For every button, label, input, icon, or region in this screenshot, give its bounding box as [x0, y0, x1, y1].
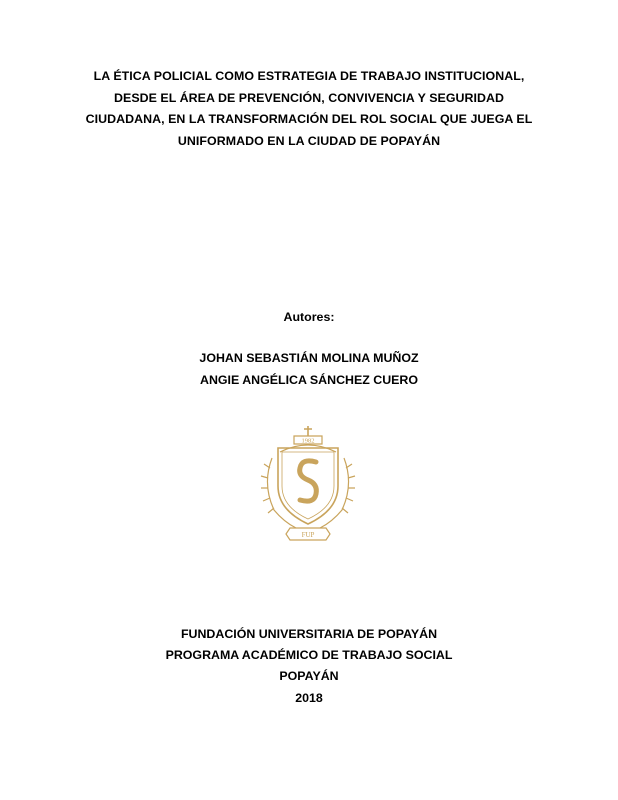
title-line: LA ÉTICA POLICIAL COMO ESTRATEGIA DE TRABAJO INSTITUCIONAL, [93, 69, 525, 83]
university-crest-icon [256, 424, 360, 544]
crest-acronym-text: FUP [301, 531, 315, 539]
title-line: UNIFORMADO EN LA CIUDAD DE POPAYÁN [177, 133, 441, 148]
document-title [60, 66, 558, 152]
crest-year-text: 1982 [301, 437, 315, 445]
institution-name: FUNDACIÓN UNIVERSITARIA DE POPAYÁN [180, 627, 438, 641]
city-name: POPAYÁN [279, 669, 339, 683]
title-line: CIUDADANA, EN LA TRANSFORMACIÓN DEL ROL SOCIAL QUE JUEGA EL [85, 112, 533, 126]
author-name: ANGIE ANGÉLICA SÁNCHEZ CUERO [200, 373, 418, 387]
document-year: 2018 [295, 691, 323, 705]
title-line: DESDE EL ÁREA DE PREVENCIÓN, CONVIVENCIA Y SEGURIDAD [114, 90, 504, 105]
author-name: JOHAN SEBASTIÁN MOLINA MUÑOZ [199, 351, 419, 365]
program-name: PROGRAMA ACADÉMICO DE TRABAJO SOCIAL [165, 648, 453, 662]
authors-label: Autores: [283, 310, 335, 324]
